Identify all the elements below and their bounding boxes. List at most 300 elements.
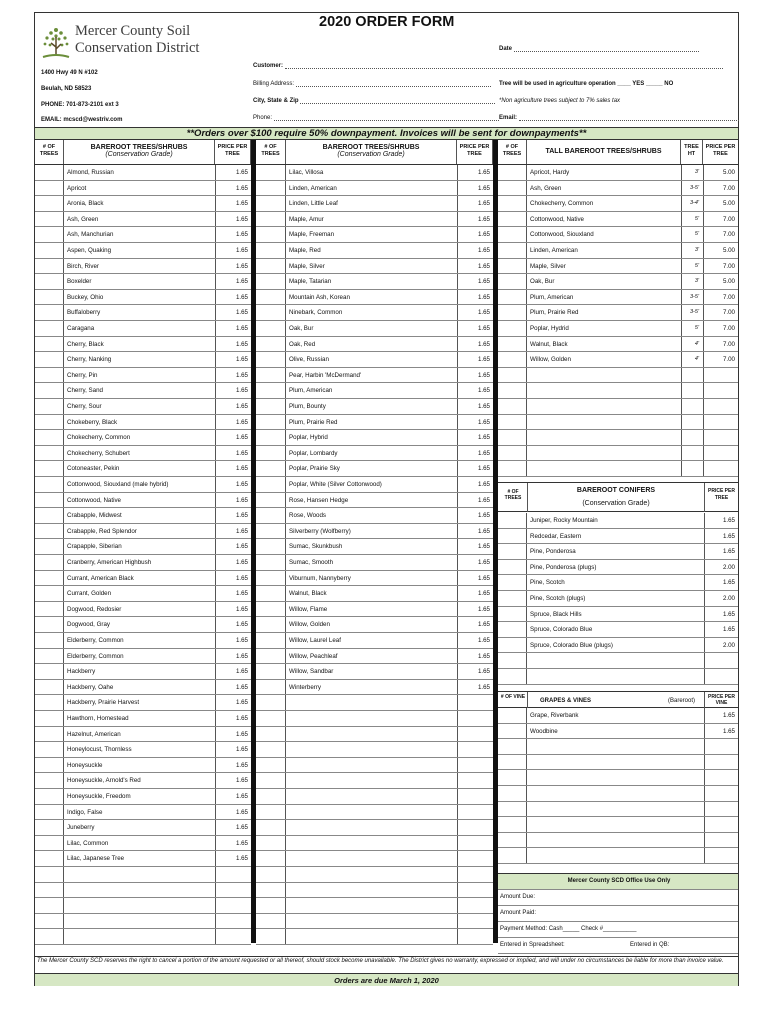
tree-height: 4' xyxy=(681,352,703,367)
item-price xyxy=(457,789,493,804)
item-name: Pine, Ponderosa (plugs) xyxy=(530,563,597,571)
quantity-field[interactable] xyxy=(498,243,527,258)
quantity-field[interactable] xyxy=(256,727,286,742)
quantity-field[interactable] xyxy=(498,607,527,622)
quantity-field[interactable] xyxy=(256,181,286,196)
item-name: Poplar, Prairie Sky xyxy=(289,465,340,473)
list-item xyxy=(256,227,493,243)
item-name: Lilac, Villosa xyxy=(289,169,324,176)
quantity-field[interactable] xyxy=(498,591,527,606)
quantity-field[interactable] xyxy=(498,708,527,723)
item-name: Almond, Russian xyxy=(67,169,114,176)
quantity-field[interactable] xyxy=(35,742,64,757)
item-name: Buckey, Ohio xyxy=(67,293,104,301)
item-price: 7.00 xyxy=(703,352,738,367)
list-item xyxy=(498,399,738,415)
quantity-field[interactable] xyxy=(256,633,286,648)
quantity-field[interactable] xyxy=(256,867,286,882)
list-item xyxy=(35,571,251,587)
quantity-field[interactable] xyxy=(35,446,64,461)
item-price: 1.65 xyxy=(215,773,251,788)
item-name: Ash, Green xyxy=(67,215,99,223)
quantity-field[interactable] xyxy=(35,727,64,742)
list-item xyxy=(256,929,493,945)
quantity-field[interactable] xyxy=(256,352,286,367)
entered-spreadsheet[interactable]: Entered in Spreadsheet: xyxy=(500,942,565,948)
quantity-field[interactable] xyxy=(498,383,527,398)
downpayment-banner: **Orders over $100 require 50% downpayment. Invoices will be sent for downpayments** xyxy=(35,127,738,140)
item-price: 7.00 xyxy=(703,337,738,352)
item-price: 1.65 xyxy=(704,513,738,528)
quantity-field[interactable] xyxy=(35,399,64,414)
quantity-field[interactable] xyxy=(256,851,286,866)
list-item xyxy=(256,758,493,774)
item-price: 1.65 xyxy=(704,544,738,559)
quantity-field[interactable] xyxy=(35,383,64,398)
list-item xyxy=(498,755,738,771)
item-price: 1.65 xyxy=(215,290,251,305)
customer-field[interactable] xyxy=(253,63,723,69)
due-date-banner: Orders are due March 1, 2020 xyxy=(35,973,738,986)
quantity-field[interactable] xyxy=(35,914,64,929)
list-item xyxy=(498,786,738,802)
quantity-field[interactable] xyxy=(35,695,64,710)
item-price: 1.65 xyxy=(215,617,251,632)
item-price xyxy=(704,833,738,848)
quantity-field[interactable] xyxy=(35,758,64,773)
quantity-field[interactable] xyxy=(256,321,286,336)
list-item xyxy=(35,773,251,789)
leaf-logo-icon xyxy=(41,25,71,61)
list-item xyxy=(35,383,251,399)
item-name: Elderberry, Common xyxy=(67,652,124,660)
item-price: 1.65 xyxy=(215,399,251,414)
quantity-field[interactable] xyxy=(498,305,527,320)
quantity-field[interactable] xyxy=(35,415,64,430)
quantity-field[interactable] xyxy=(256,539,286,554)
quantity-field[interactable] xyxy=(256,196,286,211)
item-price: 5.00 xyxy=(703,165,738,180)
item-name: Silverberry (Wolfberry) xyxy=(289,527,351,535)
quantity-field[interactable] xyxy=(498,833,527,848)
quantity-field[interactable] xyxy=(256,571,286,586)
quantity-field[interactable] xyxy=(256,929,286,944)
tree-height: 4' xyxy=(681,337,703,352)
quantity-field[interactable] xyxy=(35,212,64,227)
item-price: 1.65 xyxy=(215,571,251,586)
quantity-field[interactable] xyxy=(256,399,286,414)
quantity-field[interactable] xyxy=(498,165,527,180)
list-item xyxy=(498,607,738,623)
quantity-field[interactable] xyxy=(35,337,64,352)
item-price: 1.65 xyxy=(215,742,251,757)
list-item xyxy=(498,352,738,368)
quantity-field[interactable] xyxy=(256,524,286,539)
quantity-field[interactable] xyxy=(35,181,64,196)
quantity-field[interactable] xyxy=(35,352,64,367)
quantity-field[interactable] xyxy=(35,898,64,913)
list-item xyxy=(256,477,493,493)
entered-qb[interactable]: Entered in QB: xyxy=(630,942,670,948)
item-price xyxy=(704,848,738,863)
item-name: Cranberry, American Highbush xyxy=(67,559,152,566)
item-price xyxy=(703,446,738,461)
quantity-field[interactable] xyxy=(35,493,64,508)
quantity-field[interactable] xyxy=(256,680,286,695)
item-price: 1.65 xyxy=(457,399,493,414)
list-item xyxy=(35,181,251,197)
quantity-field[interactable] xyxy=(498,430,527,445)
list-item xyxy=(498,181,738,197)
item-price: 1.65 xyxy=(457,227,493,242)
quantity-field[interactable] xyxy=(35,789,64,804)
item-price: 1.65 xyxy=(457,337,493,352)
quantity-field[interactable] xyxy=(256,508,286,523)
quantity-field[interactable] xyxy=(256,259,286,274)
list-item xyxy=(35,446,251,462)
quantity-field[interactable] xyxy=(35,571,64,586)
quantity-field[interactable] xyxy=(498,321,527,336)
payment-method[interactable]: Payment Method: Cash_____ Check #__________ xyxy=(498,922,738,938)
quantity-field[interactable] xyxy=(35,836,64,851)
quantity-field[interactable] xyxy=(498,653,527,668)
list-item xyxy=(35,524,251,540)
quantity-field[interactable] xyxy=(35,508,64,523)
item-price: 1.65 xyxy=(457,649,493,664)
quantity-field[interactable] xyxy=(35,243,64,258)
list-item xyxy=(498,165,738,181)
quantity-field[interactable] xyxy=(256,773,286,788)
quantity-field[interactable] xyxy=(498,724,527,739)
item-name: Linden, American xyxy=(530,247,578,254)
tall-price-header: PRICE PER TREE xyxy=(705,144,736,157)
tree-height: 3-5' xyxy=(681,305,703,320)
quantity-field[interactable] xyxy=(35,555,64,570)
item-price: 1.65 xyxy=(704,724,738,739)
quantity-field[interactable] xyxy=(35,805,64,820)
list-item xyxy=(35,274,251,290)
list-item xyxy=(256,711,493,727)
item-name: Mountain Ash, Korean xyxy=(289,293,350,301)
quantity-field[interactable] xyxy=(35,664,64,679)
item-price: 1.65 xyxy=(215,446,251,461)
quantity-field[interactable] xyxy=(498,560,527,575)
quantity-field[interactable] xyxy=(35,929,64,944)
item-name: Willow, Sandbar xyxy=(289,668,334,676)
list-item xyxy=(256,508,493,524)
quantity-field[interactable] xyxy=(35,305,64,320)
list-item xyxy=(256,851,493,867)
quantity-field[interactable] xyxy=(256,368,286,383)
list-item xyxy=(35,742,251,758)
quantity-field[interactable] xyxy=(498,544,527,559)
quantity-field[interactable] xyxy=(256,227,286,242)
quantity-field[interactable] xyxy=(35,368,64,383)
quantity-field[interactable] xyxy=(35,773,64,788)
list-item xyxy=(498,529,738,545)
quantity-field[interactable] xyxy=(256,664,286,679)
quantity-field[interactable] xyxy=(498,575,527,590)
item-price: 1.65 xyxy=(457,321,493,336)
item-price xyxy=(704,786,738,801)
item-name: Chokecherry, Common xyxy=(67,434,131,442)
item-price: 1.65 xyxy=(457,305,493,320)
quantity-field[interactable] xyxy=(35,820,64,835)
item-name: Poplar, Hydrid xyxy=(530,325,569,332)
tall-ht-header: TREE HT xyxy=(681,140,703,164)
tree-height: 3-4' xyxy=(681,196,703,211)
list-item xyxy=(35,711,251,727)
quantity-field[interactable] xyxy=(35,617,64,632)
item-name: Dogwood, Redosier xyxy=(67,605,122,613)
quantity-field[interactable] xyxy=(498,755,527,770)
quantity-field[interactable] xyxy=(35,602,64,617)
quantity-field[interactable] xyxy=(35,711,64,726)
item-price: 1.65 xyxy=(215,430,251,445)
item-name: Linden, Little Leaf xyxy=(289,200,338,208)
quantity-field[interactable] xyxy=(498,513,527,528)
quantity-field[interactable] xyxy=(35,227,64,242)
quantity-field[interactable] xyxy=(498,529,527,544)
item-price xyxy=(704,755,738,770)
amount-paid[interactable]: Amount Paid: xyxy=(498,906,738,922)
email-field[interactable] xyxy=(499,115,739,121)
item-name: Pine, Scotch xyxy=(530,579,565,587)
phone-field[interactable] xyxy=(253,115,499,121)
item-name: Oak, Bur xyxy=(530,278,555,286)
list-item xyxy=(35,929,251,945)
quantity-field[interactable] xyxy=(35,321,64,336)
item-price: 1.65 xyxy=(215,352,251,367)
quantity-field[interactable] xyxy=(256,274,286,289)
item-price xyxy=(704,817,738,832)
ag-question[interactable]: Tree will be used in agriculture operation ____ YES _____ NO xyxy=(499,81,674,87)
quantity-field[interactable] xyxy=(35,165,64,180)
list-item xyxy=(35,695,251,711)
item-price: 1.65 xyxy=(215,181,251,196)
quantity-field[interactable] xyxy=(35,680,64,695)
quantity-field[interactable] xyxy=(256,695,286,710)
quantity-field[interactable] xyxy=(498,802,527,817)
quantity-field[interactable] xyxy=(498,337,527,352)
quantity-field[interactable] xyxy=(256,477,286,492)
city-state-label: City, State & Zip xyxy=(253,98,299,104)
quantity-field[interactable] xyxy=(35,539,64,554)
quantity-field[interactable] xyxy=(498,196,527,211)
list-item xyxy=(498,461,738,477)
item-name: Cherry, Sand xyxy=(67,387,103,395)
item-price: 1.65 xyxy=(457,477,493,492)
quantity-field[interactable] xyxy=(256,805,286,820)
quantity-field[interactable] xyxy=(256,883,286,898)
item-name: Willow, Flame xyxy=(289,605,328,613)
quantity-field[interactable] xyxy=(35,633,64,648)
quantity-field[interactable] xyxy=(256,461,286,476)
quantity-field[interactable] xyxy=(498,638,527,653)
quantity-field[interactable] xyxy=(498,181,527,196)
tall-title-header: TALL BAREROOT TREES/SHRUBS xyxy=(527,140,681,164)
quantity-field[interactable] xyxy=(256,243,286,258)
item-name: Pine, Ponderosa xyxy=(530,548,576,556)
item-price: 1.65 xyxy=(457,539,493,554)
amount-due[interactable]: Amount Due: xyxy=(498,890,738,906)
city-state-field[interactable] xyxy=(253,98,495,104)
quantity-field[interactable] xyxy=(498,274,527,289)
quantity-field[interactable] xyxy=(498,352,527,367)
quantity-field[interactable] xyxy=(256,820,286,835)
item-name: Honeysuckle, Freedom xyxy=(67,793,131,800)
list-item xyxy=(256,633,493,649)
quantity-field[interactable] xyxy=(256,617,286,632)
quantity-field[interactable] xyxy=(256,602,286,617)
item-name: Poplar, White (Silver Cottonwood) xyxy=(289,481,382,488)
org-name-line1: Mercer County Soil xyxy=(75,23,191,39)
date-field[interactable] xyxy=(499,46,699,52)
quantity-field[interactable] xyxy=(256,914,286,929)
billing-label: Billing Address: xyxy=(253,81,295,87)
list-item xyxy=(256,383,493,399)
quantity-field[interactable] xyxy=(256,758,286,773)
quantity-field[interactable] xyxy=(498,368,527,383)
billing-field[interactable] xyxy=(253,81,491,87)
quantity-field[interactable] xyxy=(256,742,286,757)
quantity-field[interactable] xyxy=(498,290,527,305)
item-price xyxy=(457,805,493,820)
item-price xyxy=(457,914,493,929)
item-price: 1.65 xyxy=(457,259,493,274)
quantity-field[interactable] xyxy=(256,290,286,305)
list-item xyxy=(256,415,493,431)
quantity-field[interactable] xyxy=(256,898,286,913)
item-name: Hackberry xyxy=(67,668,96,676)
quantity-field[interactable] xyxy=(256,711,286,726)
quantity-field[interactable] xyxy=(256,493,286,508)
list-item xyxy=(256,914,493,930)
quantity-field[interactable] xyxy=(256,165,286,180)
list-item xyxy=(256,196,493,212)
quantity-field[interactable] xyxy=(498,786,527,801)
list-item xyxy=(256,461,493,477)
list-item xyxy=(256,368,493,384)
quantity-field[interactable] xyxy=(35,851,64,866)
item-name: Maple, Silver xyxy=(530,262,566,270)
item-price: 1.65 xyxy=(704,529,738,544)
quantity-field[interactable] xyxy=(35,586,64,601)
quantity-field[interactable] xyxy=(35,477,64,492)
quantity-field[interactable] xyxy=(256,337,286,352)
quantity-field[interactable] xyxy=(256,555,286,570)
quantity-field[interactable] xyxy=(498,669,527,684)
quantity-field[interactable] xyxy=(256,305,286,320)
item-price xyxy=(215,898,251,913)
quantity-field[interactable] xyxy=(498,399,527,414)
quantity-field[interactable] xyxy=(35,259,64,274)
quantity-field[interactable] xyxy=(498,770,527,785)
item-price: 1.65 xyxy=(457,383,493,398)
item-price: 1.65 xyxy=(215,196,251,211)
quantity-field[interactable] xyxy=(256,586,286,601)
item-price: 1.65 xyxy=(215,805,251,820)
item-name: Juniper, Rocky Mountain xyxy=(530,517,598,524)
quantity-field[interactable] xyxy=(256,649,286,664)
tree-height: 3' xyxy=(681,243,703,258)
quantity-field[interactable] xyxy=(35,274,64,289)
quantity-field[interactable] xyxy=(498,446,527,461)
item-price: 1.65 xyxy=(215,259,251,274)
item-name: Willow, Laurel Leaf xyxy=(289,637,341,644)
item-price xyxy=(704,739,738,754)
quantity-field[interactable] xyxy=(498,739,527,754)
quantity-field[interactable] xyxy=(498,212,527,227)
quantity-field[interactable] xyxy=(35,883,64,898)
quantity-field[interactable] xyxy=(256,212,286,227)
list-item xyxy=(256,243,493,259)
item-price xyxy=(457,773,493,788)
item-name: Elderberry, Common xyxy=(67,637,124,644)
quantity-field[interactable] xyxy=(35,524,64,539)
quantity-field[interactable] xyxy=(35,867,64,882)
item-name: Woodbine xyxy=(530,727,558,735)
tree-height xyxy=(681,461,703,476)
quantity-field[interactable] xyxy=(35,196,64,211)
item-name: Crabapple, Midwest xyxy=(67,512,122,520)
item-price xyxy=(457,883,493,898)
list-item xyxy=(35,649,251,665)
quantity-field[interactable] xyxy=(35,430,64,445)
list-item xyxy=(35,820,251,836)
quantity-field[interactable] xyxy=(498,848,527,863)
list-item xyxy=(256,695,493,711)
quantity-field[interactable] xyxy=(498,817,527,832)
quantity-field[interactable] xyxy=(498,622,527,637)
quantity-field[interactable] xyxy=(256,430,286,445)
list-item xyxy=(35,352,251,368)
grapes-num-header: # OF VINE xyxy=(500,694,526,700)
item-name: Spruce, Black Hills xyxy=(530,610,582,618)
conifers-subtitle: (Conservation Grade) xyxy=(582,500,650,507)
quantity-field[interactable] xyxy=(498,227,527,242)
quantity-field[interactable] xyxy=(256,836,286,851)
item-name: Lilac, Japanese Tree xyxy=(67,855,125,863)
quantity-field[interactable] xyxy=(256,415,286,430)
item-name: Rose, Woods xyxy=(289,512,327,520)
quantity-field[interactable] xyxy=(256,446,286,461)
item-name: Viburnum, Nannyberry xyxy=(289,574,351,582)
item-name: Cherry, Nanking xyxy=(67,356,112,364)
quantity-field[interactable] xyxy=(35,649,64,664)
list-item xyxy=(498,259,738,275)
item-price: 1.65 xyxy=(215,539,251,554)
item-name: Hackberry, Prairie Harvest xyxy=(67,699,140,707)
conifers-header xyxy=(498,482,738,512)
list-item xyxy=(498,274,738,290)
list-item xyxy=(498,817,738,833)
list-item xyxy=(35,586,251,602)
quantity-field[interactable] xyxy=(35,461,64,476)
quantity-field[interactable] xyxy=(498,415,527,430)
quantity-field[interactable] xyxy=(256,789,286,804)
quantity-field[interactable] xyxy=(256,383,286,398)
list-item xyxy=(35,914,251,930)
quantity-field[interactable] xyxy=(498,461,527,476)
quantity-field[interactable] xyxy=(35,290,64,305)
item-price: 1.65 xyxy=(457,243,493,258)
quantity-field[interactable] xyxy=(498,259,527,274)
item-name: Honeysuckle xyxy=(67,761,103,769)
item-name: Oak, Bur xyxy=(289,325,314,332)
list-item xyxy=(498,653,738,669)
list-item xyxy=(256,352,493,368)
